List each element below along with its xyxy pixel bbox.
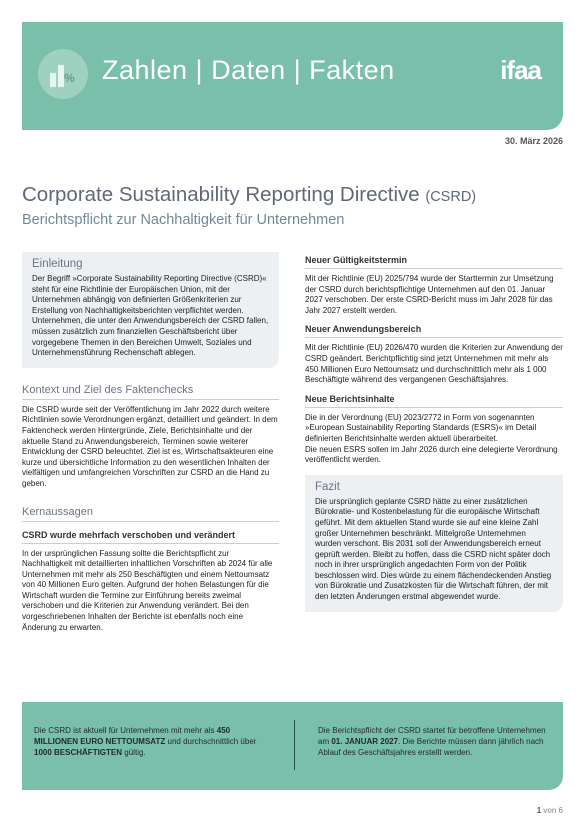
fazit-text: Die ursprünglich geplante CSRD hätte zu einer zusätzlichen Bürokratie- und Kostenbelastung für die europäische Wirtschaft geführt. Mit dem aktuellen Stand wurde sie auf eine kleine Zahl großer Unternehmen beschränkt. Mittelgroße Unternehmen wurden verschont. Bis 2031 soll der Anwendungsbereich erneut geprüft werden. Bleibt zu hoffen, dass die CSRD nicht später doch noch in ihrer ursprünglich angedachten Form von der Politik beschlossen wird. Dies würde zu einem flächendeckenden Anstieg von Bürokratie und Zusatzkosten für die Wirtschaft führen, der mit den letzten Änderungen erstmal abgewendet wurde. [315,496,552,602]
key-fact-start [318,725,550,758]
anwendungsbereich-title: Neuer Anwendungsbereich [305,324,563,338]
publication-date: 30. März 2026 [504,136,563,146]
key-facts-box [22,702,563,790]
kernaussage-1-text: In der ursprünglichen Fassung sollte die Berichtspflicht zur Nachhaltigkeit mit detaillierten inhaltlichen Vorschriften ab 2024 für alle Unternehmen mit mehr als 250 Beschäftigten und einem Nettoumsatz von 40 Millionen Euro gelten. Aufgrund der hohen Belastungen für die Wirtschaft wurden die Termine zur Einführung bereits zweimal verschoben und die Kriterien zur Anwendung verändert. Bei den vorgeschriebenen Inhalten der Berichte ist ebenfalls noch eine Änderung zu erwarten. [22,548,273,632]
ifaa-logo: ifaa [500,55,541,85]
logo-percent-symbol: % [64,71,75,85]
left-column [22,252,279,633]
berichtsinhalte-title: Neue Berichtsinhalte [305,394,563,408]
page-current: 1 [536,806,542,815]
page-number [537,806,563,815]
kontext-text: Die CSRD wurde seit der Veröffentlichung im Jahr 2022 durch weitere Richtlinien sowie Verordnungen ergänzt, detailliert und geändert. In dem Faktencheck werden Hintergründe, Ziele, Berichtsinhalte und der aktuelle Stand zu Anwendungsbereich, Terminen sowie weiterer Entwicklung der CSRD beleuchtet. Ziel ist es, Wirtschaftsakteuren eine kurze und übersichtliche Information zu den wesentlichen Inhalten der vielfältigen und umfangreichen Vorschriften zur CSRD an die Hand zu geben. [22,404,278,488]
gueltigkeitstermin-text: Mit der Richtlinie (EU) 2025/794 wurde der Starttermin zur Umsetzung der CSRD durch berichtspflichtige Unternehmen auf den 01. Januar 2027 verschoben. Der erste CSRD-Bericht muss im Jahr 2028 für das Jahr 2027 erstellt werden. [305,274,554,315]
key-facts-divider [294,720,295,770]
banner-title: Zahlen | Daten | Fakten [102,55,395,85]
page-total: von 6 [543,806,563,815]
kernaussage-1-title: CSRD wurde mehrfach verschoben und verändert [22,530,279,544]
key-fact-scope-employees: 1000 BESCHÄFTIGTEN [34,748,123,757]
right-column [305,255,563,612]
key-fact-start-pre: Die Berichtspflicht der CSRD startet für betroffene Unternehmen am [318,726,546,746]
kernaussagen-title: Kernaussagen [22,506,279,522]
key-fact-scope-pre: Die CSRD ist aktuell für Unternehmen mit mehr als [34,726,215,735]
title-main: Corporate Sustainability Reporting Directive [22,183,420,206]
title-abbr: (CSRD) [425,189,477,205]
key-fact-scope [34,725,264,758]
gueltigkeitstermin-title: Neuer Gültigkeitstermin [305,255,563,269]
fazit-title: Fazit [315,480,340,493]
key-fact-start-post: . Die Berichte müssen dann jährlich nach Ablauf des Geschäftsjahres erstellt werden. [318,737,544,757]
header-banner [22,22,563,130]
key-fact-scope-post: gültig. [124,748,146,757]
kontext-title: Kontext und Ziel des Faktenchecks [22,384,279,400]
statistics-logo-icon [38,49,88,99]
berichtsinhalte-text-2: Die neuen ESRS sollen im Jahr 2026 durch eine delegierte Verordnung veröffentlicht werden. [305,444,558,465]
berichtsinhalte-text-1: Die in der Verordnung (EU) 2023/2772 in Form von sogenannten »European Sustainability Reporting Standards (ESRS)« im Detail definierten Berichtsinhalte werden aktuell überarbeitet. [305,412,537,443]
key-fact-scope-revenue: 450 MILLIONEN EURO NETTOUMSATZ [34,726,231,746]
einleitung-title: Einleitung [32,258,83,270]
anwendungsbereich-text: Mit der Richtlinie (EU) 2026/470 wurden die Kriterien zur Anwendung der CSRD geändert. Berichtpflichtig sind jetzt Unternehmen mit mehr als 450 Millionen Euro Nettoumsatz und durchschnittlich mehr als 1 000 Beschäftigte während des vergangenen Geschäftsjahres. [305,343,563,385]
einleitung-text: Der Begriff »Corporate Sustainability Reporting Directive (CSRD)« steht für eine Richtlinie der Europäischen Union, mit der Unternehmen abhängig von definierten Größenkriterien zur Erstellung von Nachhaltigkeitsberichten verpflichtet werden. Unternehmen, die unter den Anwendungsbereich der CSRD fallen, müssen zusätzlich zum finanziellen Geschäftsbericht über vorgegebene Themen in den Bereichen Umwelt, Soziales und Unternehmensführung Rechenschaft ablegen. [32,274,269,358]
key-fact-scope-mid: und durchschnittlich über [167,737,257,746]
fazit-box [305,475,563,612]
document-subtitle: Berichtspflicht zur Nachhaltigkeit für Unternehmen [22,212,345,228]
document-title [22,183,476,207]
logo-bar [50,73,56,87]
einleitung-box [22,252,279,368]
key-fact-start-date: 01. JANUAR 2027 [331,737,399,746]
